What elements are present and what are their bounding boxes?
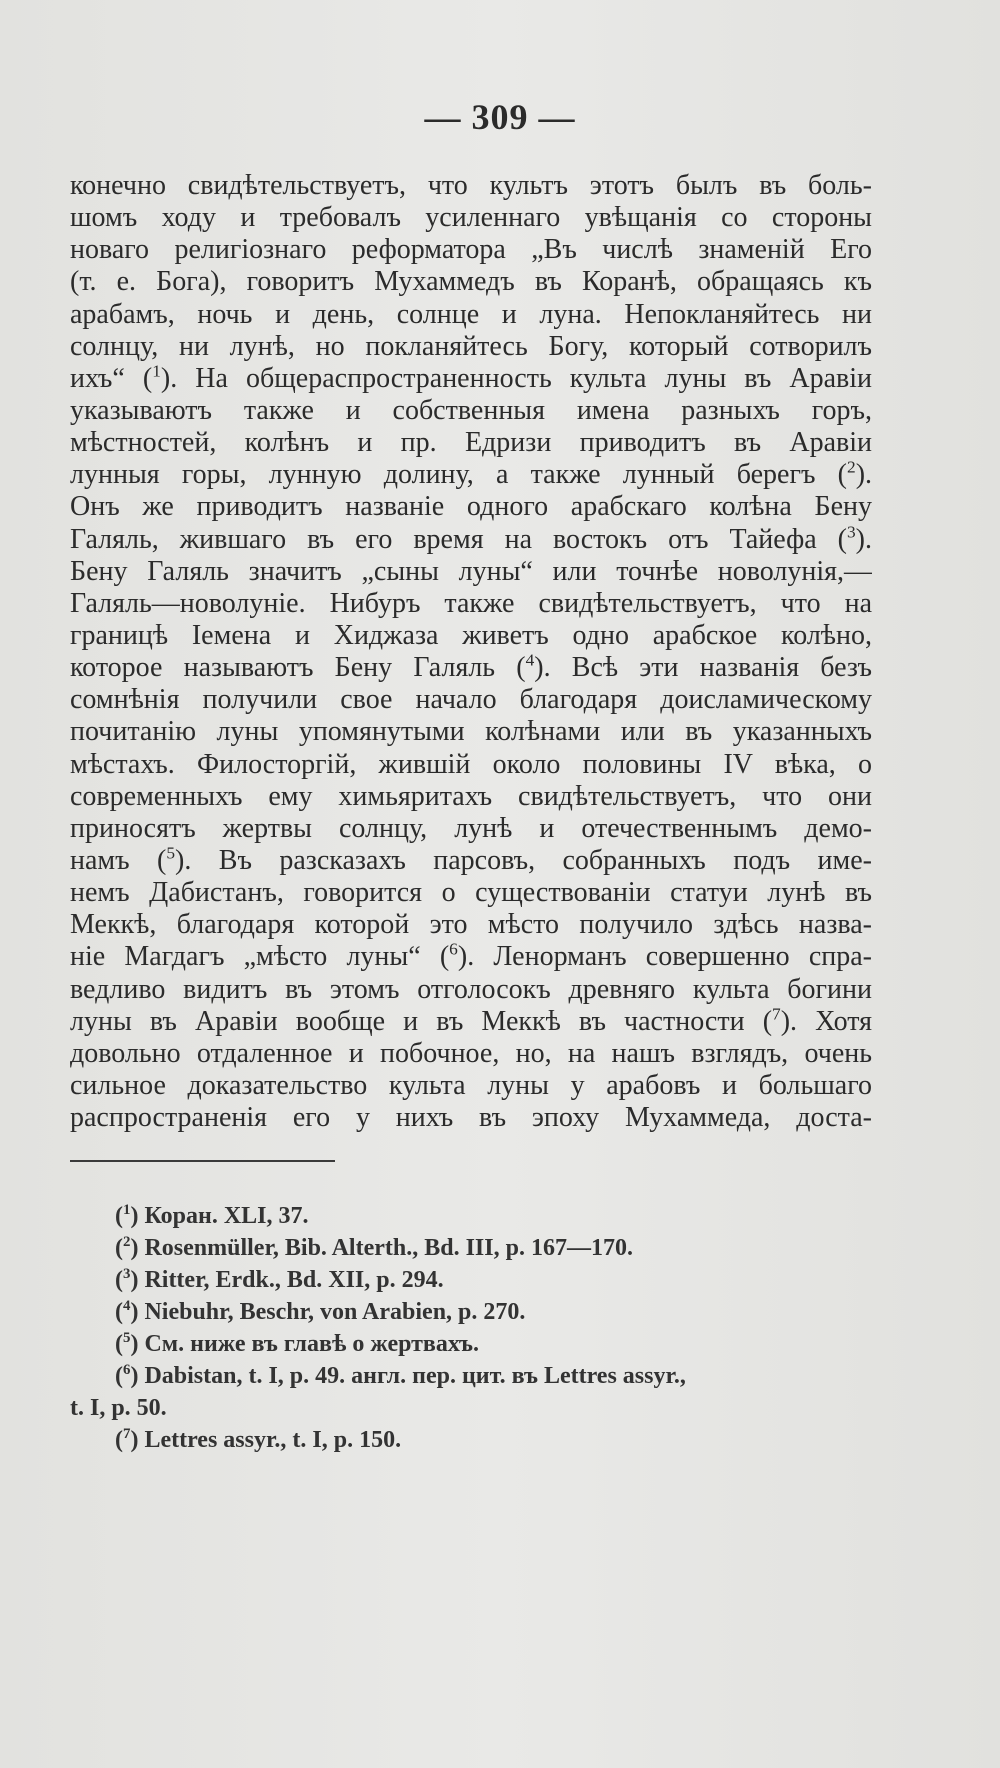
text-line: [70, 427, 872, 459]
footnote-text: Коран. XLI, 37.: [144, 1203, 309, 1229]
footnote-mark: 4: [123, 1298, 131, 1314]
footnote-mark: 2: [123, 1234, 131, 1250]
text-line-content: немъ Дабистанъ, говорится о существованіи статуи лунѣ въ: [70, 877, 872, 909]
text-line-content: сомнѣнія получили свое начало благодаря доисламическому: [70, 684, 872, 716]
footnote-reference[interactable]: 1: [152, 362, 161, 381]
footnote-mark: 1: [123, 1202, 131, 1218]
text-line: [70, 909, 872, 941]
text-line: [70, 331, 872, 363]
text-line-continuation: . Въ разсказахъ парсовъ, собранныхъ подъ име-: [184, 844, 872, 876]
text-line-content: почитанію луны упомянутыми колѣнами или въ указанныхъ: [70, 716, 872, 748]
text-line: ніе Магдагъ „мѣсто луны“ ($^6$). Ленорманъ совершенно спра-: [70, 941, 872, 973]
footnote: ($^5$) См. ниже въ главѣ о жертвахъ.: [115, 1330, 479, 1357]
text-line: [70, 1102, 872, 1134]
text-line-content: шомъ ходу и требовалъ усиленнаго увѣщанія со стороны: [70, 202, 872, 234]
footnote: ($^1$) Коран. XLI, 37.: [115, 1202, 309, 1229]
footnote-text: Dabistan, t. I, p. 49. англ. пер. цит. въ Lettres assyr.,: [144, 1363, 686, 1389]
text-line-content: ихъ“: [70, 362, 125, 394]
text-line-content: мѣстностей, колѣнъ и пр. Едризи приводитъ въ Аравіи: [70, 427, 872, 459]
text-line-content: довольно отдаленное и побочное, но, на нашъ взглядъ, очень: [70, 1037, 872, 1069]
text-line-continuation: . Хотя: [790, 1005, 872, 1037]
text-line: луны въ Аравіи вообще и въ Меккѣ въ частности ($^7$). Хотя: [70, 1005, 872, 1037]
text-line: [70, 556, 872, 588]
text-line-content: солнцу, ни лунѣ, но покланяйтесь Богу, который сотворилъ: [70, 330, 872, 362]
text-line-content: лунныя горы, лунную долину, а также лунный берегъ: [70, 459, 816, 491]
text-line-content: (т. е. Бога), говоритъ Мухаммедъ въ Коранѣ, обращаясь къ: [70, 266, 872, 298]
text-line-content: границѣ Іемена и Хиджаза живетъ одно арабское колѣно,: [70, 619, 872, 651]
footnotes: [70, 1200, 872, 1456]
text-line: [70, 588, 872, 620]
text-line-content: современныхъ ему химьяритахъ свидѣтельствуетъ, что они: [70, 780, 872, 812]
footnote-separator: [70, 1160, 335, 1162]
footnote-mark: 3: [123, 1266, 131, 1282]
text-line-content: Бену Галяль значитъ „сыны луны“ или точнѣе новолунія,—: [70, 555, 872, 587]
text-line: [70, 266, 872, 298]
footnote: ($^6$) Dabistan, t. I, p. 49. англ. пер. цит. въ Lettres assyr.,: [115, 1362, 686, 1389]
text-line: [70, 620, 872, 652]
text-line-content: ніе Магдагъ „мѣсто луны“: [70, 941, 421, 973]
text-line-content: мѣстахъ. Филосторгій, жившій около половины IV вѣка, о: [70, 748, 872, 780]
text-line: которое называютъ Бену Галяль ($^4$). Всѣ эти названія безъ: [70, 652, 872, 684]
footnote: ($^2$) Rosenmüller, Bib. Alterth., Bd. III, p. 167—170.: [115, 1234, 633, 1261]
text-line: [70, 781, 872, 813]
footnote-text: Rosenmüller, Bib. Alterth., Bd. III, p. 167—170.: [144, 1235, 633, 1261]
page-number: — 309 —: [424, 97, 576, 137]
footnote-reference[interactable]: 5: [166, 844, 176, 863]
text-line-content: Галяль—новолуніе. Нибуръ также свидѣтельствуетъ, что на: [70, 587, 872, 619]
text-line-content: приносятъ жертвы солнцу, лунѣ и отечественнымъ демо-: [70, 812, 872, 844]
text-line: [70, 234, 872, 266]
text-line: [70, 299, 872, 331]
footnote: ($^4$) Niebuhr, Beschr, von Arabien, p. 270.: [115, 1298, 526, 1325]
text-line: ихъ“ ($^1$). На общераспространенность культа луны въ Аравіи: [70, 362, 872, 394]
footnote-mark: 7: [123, 1426, 131, 1442]
footnote-text: Niebuhr, Beschr, von Arabien, p. 270.: [144, 1299, 526, 1325]
text-line: [70, 974, 872, 1006]
text-line-content: намъ: [70, 844, 130, 876]
text-line: намъ ($^5$). Въ разсказахъ парсовъ, собранныхъ подъ име-: [70, 844, 872, 876]
text-line: [70, 1070, 872, 1102]
text-line-continuation: .: [865, 523, 872, 555]
text-line-content: сильное доказательство культа луны у арабовъ и большаго: [70, 1069, 872, 1101]
text-line-content: арабамъ, ночь и день, солнце и луна. Непокланяйтесь ни: [70, 298, 872, 330]
text-line: [70, 684, 872, 716]
text-line: [70, 170, 872, 202]
text-line: [70, 749, 872, 781]
footnote-reference[interactable]: 4: [525, 652, 535, 670]
body-text: [70, 170, 872, 1134]
text-line-content: Онъ же приводитъ названіе одного арабскаго колѣна Бену: [70, 491, 872, 523]
text-line-content: которое называютъ Бену Галяль: [70, 652, 496, 684]
footnote-reference[interactable]: 3: [846, 523, 856, 542]
text-line: [70, 877, 872, 909]
footnote-mark: 6: [123, 1362, 131, 1378]
footnote-reference[interactable]: 7: [772, 1005, 781, 1024]
text-line: [70, 491, 872, 523]
footnote-text: Ritter, Erdk., Bd. XII, p. 294.: [144, 1267, 444, 1293]
footnote-reference[interactable]: 6: [449, 941, 458, 960]
text-line-continuation: . Ленорманъ совершенно спра-: [467, 941, 872, 973]
text-line-content: ведливо видитъ въ этомъ отголосокъ древняго культа богини: [70, 973, 872, 1005]
footnote: ($^3$) Ritter, Erdk., Bd. XII, p. 294.: [115, 1266, 444, 1293]
text-line: лунныя горы, лунную долину, а также лунный берегъ ($^2$).: [70, 459, 872, 491]
text-line: [70, 395, 872, 427]
text-line-content: Меккѣ, благодаря которой это мѣсто получило здѣсь назва-: [70, 909, 872, 941]
footnote-text: См. ниже въ главѣ о жертвахъ.: [144, 1331, 479, 1357]
text-line-content: распространенія его у нихъ въ эпоху Мухаммеда, доста-: [70, 1102, 872, 1134]
text-line-continuation: . Всѣ эти названія безъ: [543, 652, 872, 684]
footnote-text: Lettres assyr., t. I, p. 150.: [144, 1427, 402, 1453]
text-line-content: новаго религіознаго реформатора „Въ числѣ знаменій Его: [70, 234, 872, 266]
text-line: [70, 813, 872, 845]
text-line-content: указываютъ также и собственныя имена разныхъ горъ,: [70, 394, 872, 426]
text-line: [70, 1038, 872, 1070]
text-line: [70, 716, 872, 748]
text-line-continuation: .: [865, 459, 872, 491]
footnote-continuation: t. I, p. 50.: [70, 1395, 167, 1421]
text-line-content: конечно свидѣтельствуетъ, что культъ этотъ былъ въ боль-: [70, 170, 872, 201]
text-line-continuation: . На общераспространенность культа луны въ Аравіи: [170, 362, 872, 394]
text-line: [70, 202, 872, 234]
text-line: Галяль, жившаго въ его время на востокъ отъ Тайефа ($^3$).: [70, 523, 872, 555]
footnote-reference[interactable]: 2: [847, 459, 856, 477]
text-line-content: Галяль, жившаго въ его время на востокъ отъ Тайефа: [70, 523, 817, 555]
text-line-content: луны въ Аравіи вообще и въ Меккѣ въ частности: [70, 1005, 745, 1037]
footnote-mark: 5: [123, 1330, 131, 1346]
footnote: ($^7$) Lettres assyr., t. I, p. 150.: [115, 1426, 402, 1453]
